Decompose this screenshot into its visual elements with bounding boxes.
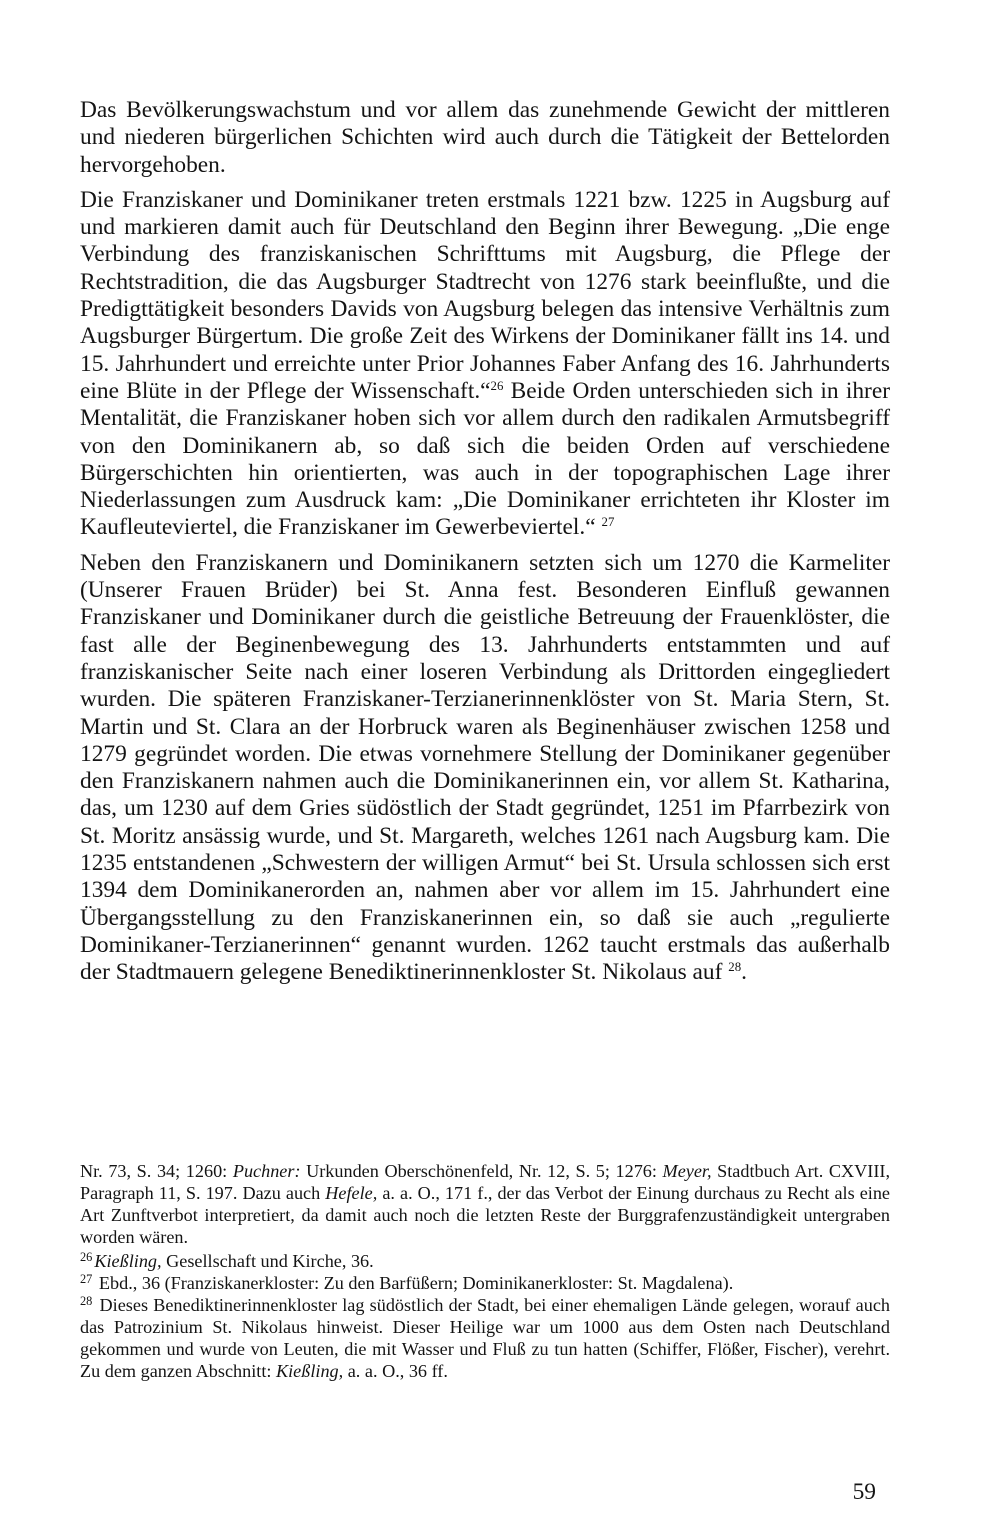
footnote-26-number: 26 xyxy=(80,1250,93,1265)
paragraph-3 xyxy=(80,550,890,987)
paragraph-2-text-a: Die Franziskaner und Dominikaner treten erstmals 1221 bzw. 1225 in Augsburg auf und markieren damit auch für Deutschland den Beginn ihrer Bewegung. „Die enge Verbindung des franziskanischen Schrifttums mit Augsburg, die Pflege der Rechtstradition, die das Augsburger Stadtrecht von 1276 stark beeinflußte, und die Predigttätigkeit besonders Davids von Augsburg belegen das intensive Verhältnis zum Augsburger Bürgertum. Die große Zeit des Wirkens der Dominikaner fällt ins 14. und 15. Jahrhundert und erreichte unter Prior Johannes Faber Anfang des 16. Jahrhunderts eine Blüte in der Pflege der Wissenschaft.“ xyxy=(80,186,890,404)
author-hefele: Hefele, xyxy=(325,1183,378,1203)
footnotes xyxy=(80,1160,890,1382)
footnote-27-number: 27 xyxy=(80,1272,93,1287)
footnote-27-text: Ebd., 36 (Franziskanerkloster: Zu den Barfüßern; Dominikanerkloster: St. Magdalena). xyxy=(94,1273,734,1293)
footnote-continued-text-c: Stadtbuch Art. CXVIII, Paragraph 11, S. 197. Dazu auch xyxy=(80,1161,890,1203)
footnote-27 xyxy=(80,1272,890,1294)
author-puchner: Puchner: xyxy=(232,1161,301,1181)
footnote-28-end: a. a. O., 36 ff. xyxy=(343,1361,448,1381)
footnote-ref-26: 26 xyxy=(490,379,504,393)
footnote-28 xyxy=(80,1294,890,1382)
footnote-continued-text-a: Nr. 73, S. 34; 1260: xyxy=(80,1161,233,1181)
author-kiessling: Kießling, xyxy=(94,1251,162,1271)
paragraph-3-text: Neben den Franziskanern und Dominikanern setzten sich um 1270 die Karmeliter (Unserer Frauen Brüder) bei St. Anna fest. Besonderen Einfluß gewannen Franziskaner und Dominikaner durch die geistliche Betreuung der Frauenklöster, die fast alle der Beginenbewegung des 13. Jahrhunderts entstammten und auf franziskanischer Seite nach einer loseren Verbindung als Drittorden eingegliedert wurden. Die späteren Franziskaner-Terzianerinnenklöster von St. Maria Stern, St. Martin und St. Clara an der Horbruck waren als Beginenhäuser zwischen 1258 und 1279 gegründet worden. Die etwas vornehmere Stellung der Dominikaner gegenüber den Franziskanern nahmen auch die Dominikanerinnen ein, vor allem St. Katharina, das, um 1230 auf dem Gries südöstlich der Stadt gegründet, 1251 im Pfarrbezirk von St. Moritz ansässig wurde, und St. Margareth, welches 1261 nach Augsburg kam. Die 1235 entstandenen „Schwestern der willigen Armut“ bei St. Ursula schlossen sich erst 1394 dem Dominikanerorden an, nahmen aber vor allem im 15. Jahrhundert eine Übergangsstellung zu den Franziskanerinnen ein, so daß sie auch „regulierte Dominikaner-Terzianerinnen“ genannt wurden. 1262 taucht erstmals das außerhalb der Stadtmauern gelegene Benediktinerinnenkloster St. Nikolaus auf xyxy=(80,549,890,986)
footnote-continued-text-d: a. a. O., 171 f., der das Verbot der Einung durchaus zu Recht als eine Art Zunftverbot interpretiert, da damit auch noch die letzten Reste der Burggrafenzuständigkeit untergraben worden wären. xyxy=(80,1183,890,1247)
author-kiessling: Kießling, xyxy=(275,1361,344,1381)
footnote-continued-text-b: Urkunden Oberschönenfeld, Nr. 12, S. 5; 1276: xyxy=(300,1161,663,1181)
paragraph-2 xyxy=(80,187,890,542)
paragraph-3-end: . xyxy=(741,959,747,986)
paragraph-2-text-b: Beide Orden unterschieden sich in ihrer Mentalität, die Franziskaner hoben sich vor allem durch den radikalen Armutsbegriff von den Dominikanern ab, so daß sich die beiden Orden auf verschiedene Bürgerschichten hin orientierten, was auch in der topographischen Lage ihrer Niederlassungen zum Ausdruck kam: „Die Dominikaner errichteten ihr Kloster im Kaufleuteviertel, die Franziskaner im Gewerbeviertel.“ xyxy=(80,377,890,541)
footnote-28-text: Dieses Benediktinerinnenkloster lag südöstlich der Stadt, bei einer ehemaligen Lände gelegen, worauf auch das Patrozinium St. Nikolaus hinweist. Dieser Heilige war um 1000 aus dem Osten nach Deutschland gekommen und wurde von Leuten, die mit Wasser und Fluß zu tun hatten (Schiffer, Flößer, Fischer), verehrt. Zu dem ganzen Abschnitt: xyxy=(80,1295,890,1381)
footnote-ref-28: 28 xyxy=(728,960,742,975)
page-number: 59 xyxy=(852,1479,876,1505)
author-meyer: Meyer, xyxy=(662,1161,712,1181)
footnote-ref-27: 27 xyxy=(601,515,615,530)
paragraph-1-text: Das Bevölkerungswachstum und vor allem das zunehmende Gewicht der mittleren und niederen bürgerlichen Schichten wird auch durch die Tätigkeit der Bettelorden hervorgehoben. xyxy=(80,97,890,178)
footnote-continued xyxy=(80,1160,890,1248)
footnote-28-number: 28 xyxy=(80,1294,93,1309)
footnote-26-text: Gesellschaft und Kirche, 36. xyxy=(161,1251,374,1271)
paragraph-1 xyxy=(80,97,890,179)
footnote-26 xyxy=(80,1250,890,1272)
main-text xyxy=(80,97,890,995)
